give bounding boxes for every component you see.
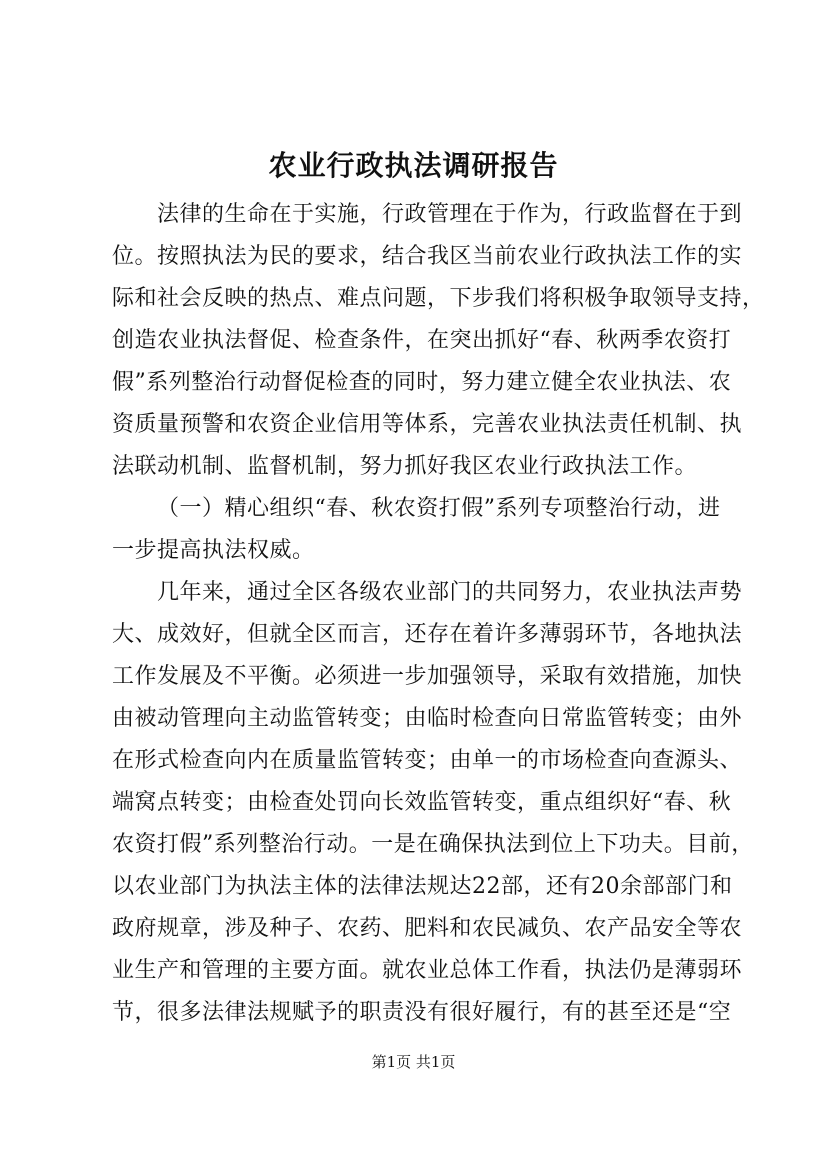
section-heading-line: 一步提高执法权威。 <box>112 538 315 563</box>
paragraph-line: 大、成效好，但就全区而言，还存在着许多薄弱环节，各地执法 <box>112 622 743 647</box>
paragraph-line: 政府规章，涉及种子、农药、肥料和农民减负、农产品安全等农 <box>112 916 743 941</box>
paragraph-line: 法律的生命在于实施，行政管理在于作为，行政监督在于到 <box>157 202 743 227</box>
paragraph-line: 几年来，通过全区各级农业部门的共同努力，农业执法声势 <box>157 580 743 605</box>
page-number-footer: 第1页 共1页 <box>371 1053 456 1071</box>
paragraph-line: 位。按照执法为民的要求，结合我区当前农业行政执法工作的实 <box>112 244 743 269</box>
paragraph-line: 由被动管理向主动监管转变；由临时检查向日常监管转变；由外 <box>112 706 743 731</box>
paragraph-line: 创造农业执法督促、检查条件，在突出抓好“春、秋两季农资打 <box>112 328 732 353</box>
paragraph-line: 业生产和管理的主要方面。就农业总体工作看，执法仍是薄弱环 <box>112 958 743 983</box>
paragraph-line: 际和社会反映的热点、难点问题，下步我们将积极争取领导支持， <box>112 286 765 311</box>
paragraph-line: 假”系列整治行动督促检查的同时，努力建立健全农业执法、农 <box>112 370 732 395</box>
paragraph-line: 农资打假”系列整治行动。一是在确保执法到位上下功夫。目前， <box>112 832 754 857</box>
section-heading-line: （一）精心组织“春、秋农资打假”系列专项整治行动，进 <box>157 496 721 521</box>
paragraph-line: 节，很多法律法规赋予的职责没有很好履行，有的甚至还是“空 <box>112 1000 732 1025</box>
paragraph-line: 资质量预警和农资企业信用等体系，完善农业执法责任机制、执 <box>112 412 743 437</box>
paragraph-line: 端窝点转变；由检查处罚向长效监管转变，重点组织好“春、秋 <box>112 790 732 815</box>
paragraph-line: 工作发展及不平衡。必须进一步加强领导，采取有效措施，加快 <box>112 664 743 689</box>
paragraph-line: 法联动机制、监督机制，努力抓好我区农业行政执法工作。 <box>112 454 698 479</box>
document-title: 农业行政执法调研报告 <box>268 149 559 182</box>
paragraph-line: 在形式检查向内在质量监管转变；由单一的市场检查向查源头、 <box>112 748 743 773</box>
paragraph-line: 以农业部门为执法主体的法律法规达22部，还有20余部部门和 <box>112 874 733 899</box>
